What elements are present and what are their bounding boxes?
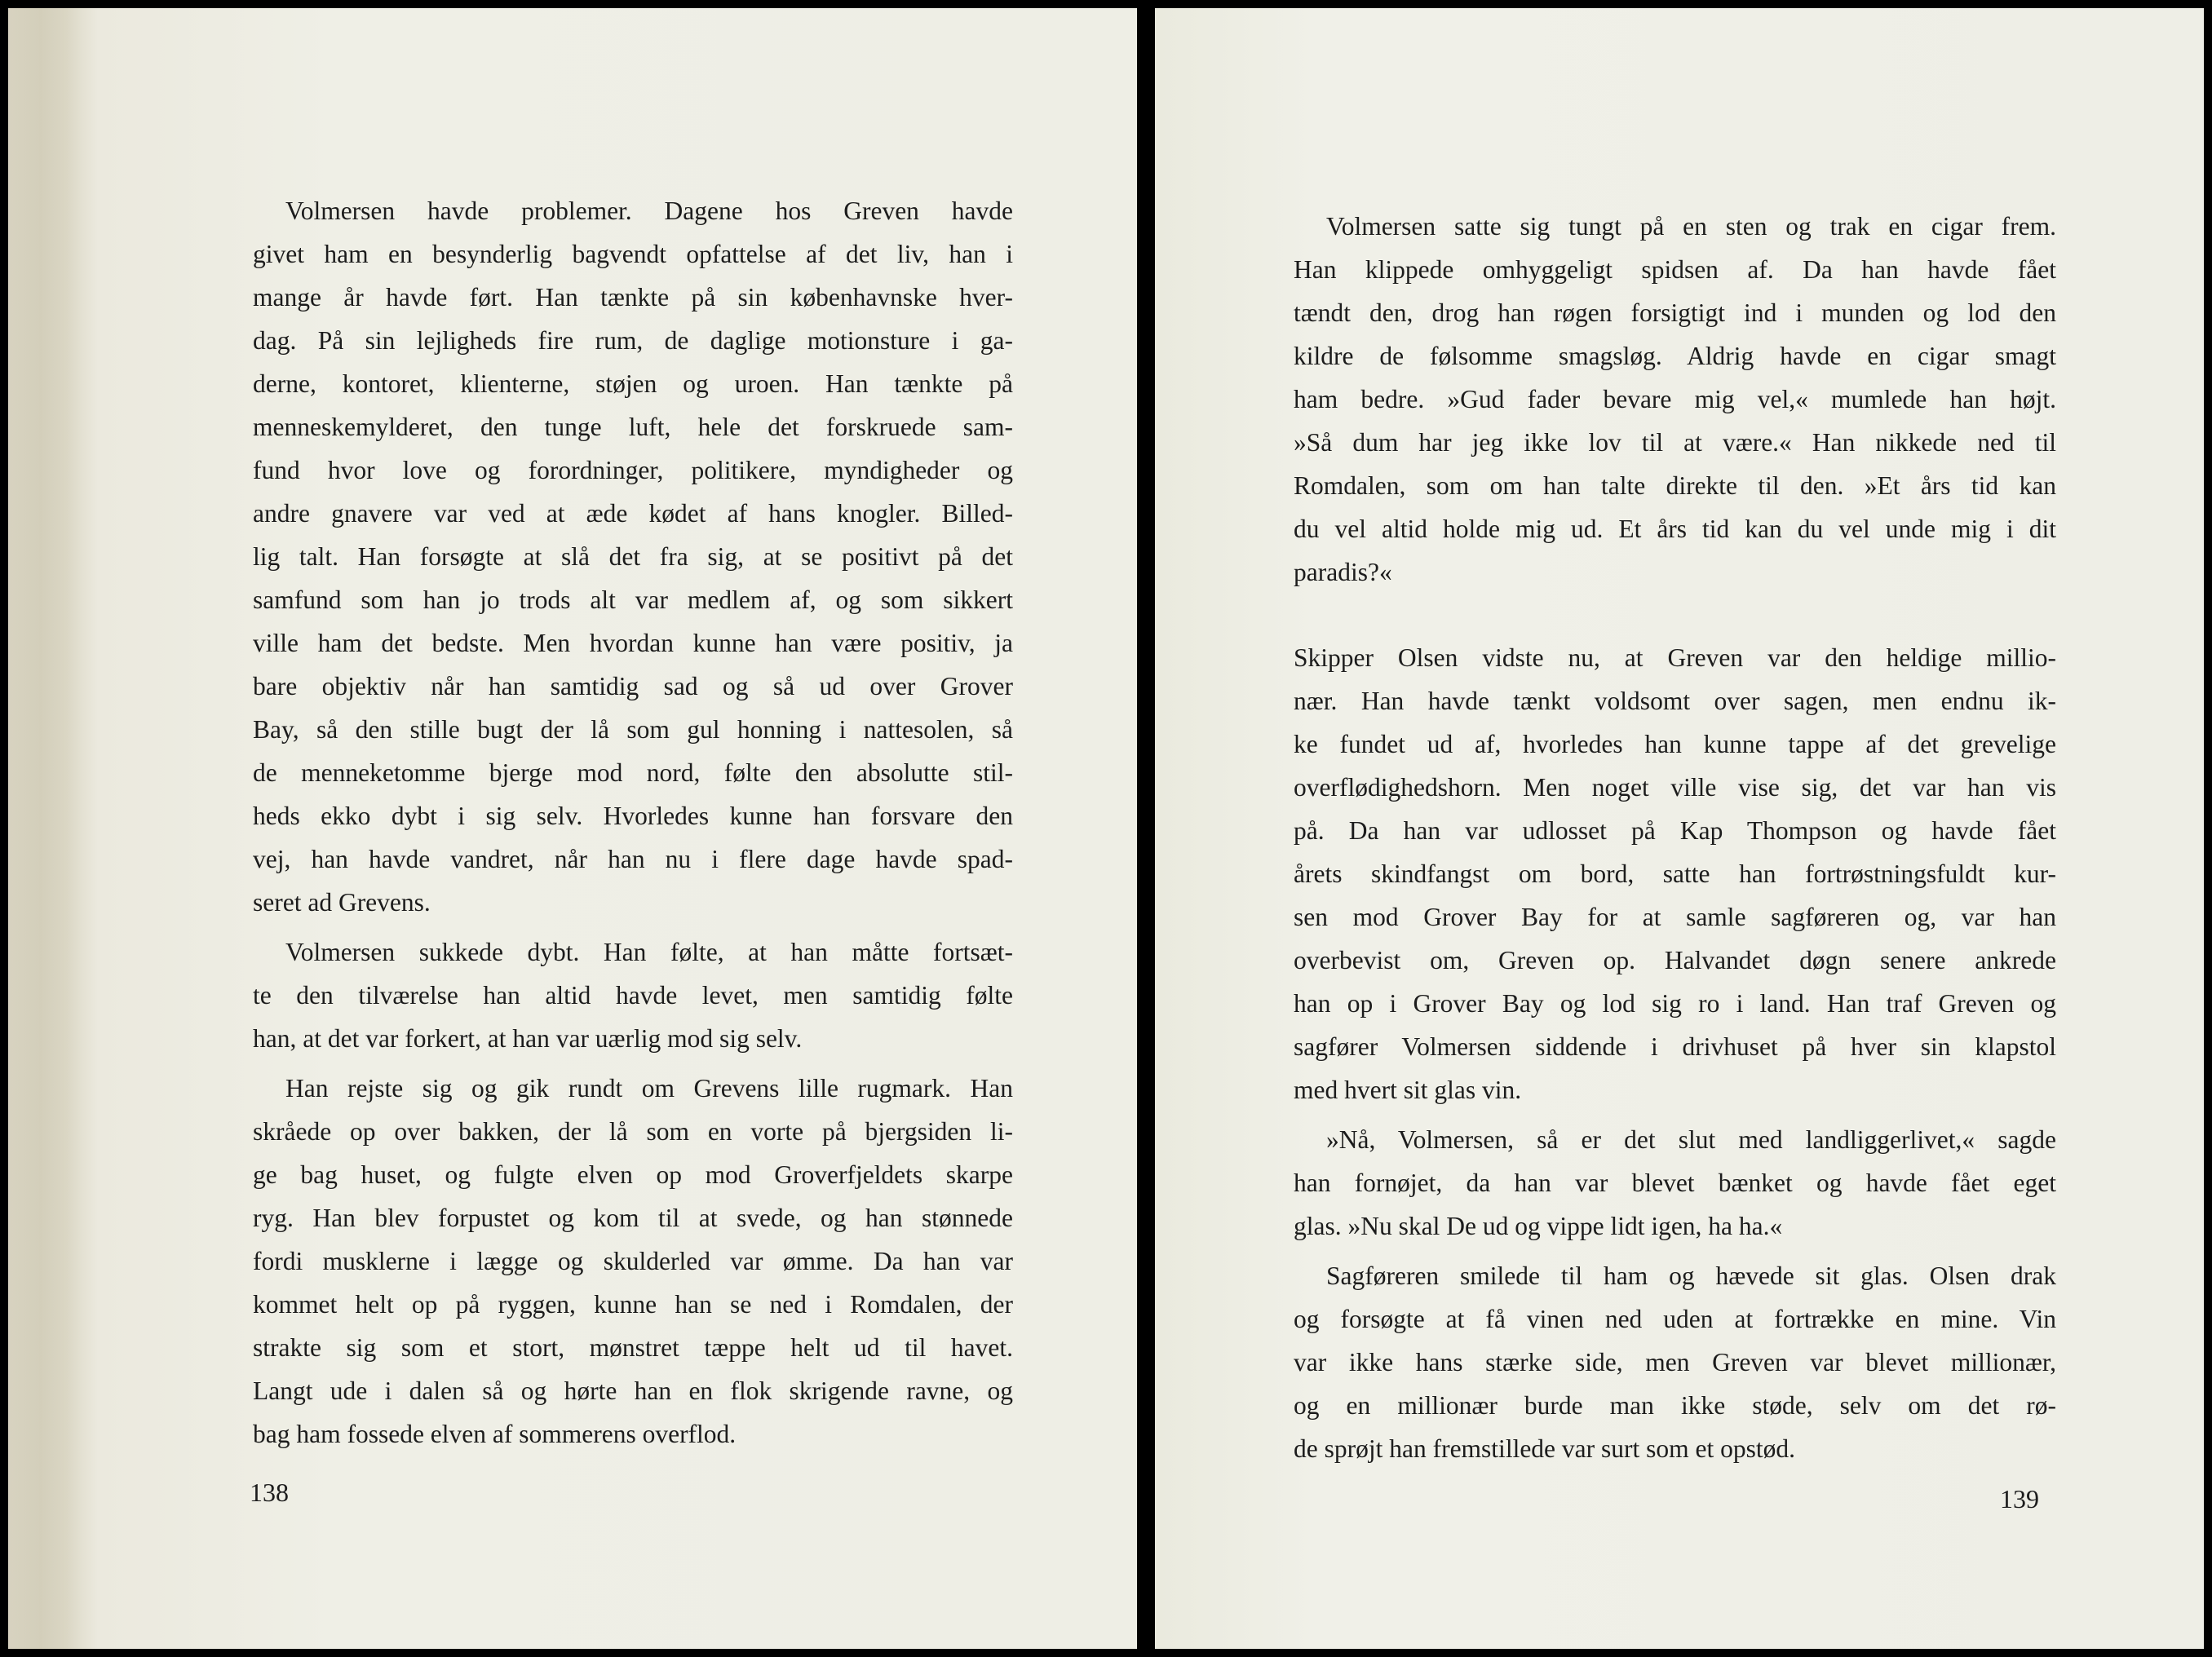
- text-line: fordi musklerne i lægge og skulderled var ømme. Da han var: [253, 1247, 1013, 1275]
- text-line: paradis?«: [1294, 558, 1392, 586]
- text-line: mange år havde ført. Han tænkte på sin københavnske hver-: [253, 283, 1013, 312]
- paragraph: [253, 1067, 1013, 1456]
- right-page: [1155, 8, 2204, 1649]
- text-line: Romdalen, som om han talte direkte til den. »Et års tid kan: [1294, 471, 2056, 500]
- text-line: samfund som han jo trods alt var medlem af, og som sikkert: [253, 585, 1013, 614]
- paragraph: [253, 930, 1013, 1060]
- paragraph: [253, 189, 1013, 924]
- text-line: bag ham fossede elven af sommerens overflod.: [253, 1420, 737, 1448]
- text-line: på. Da han var udlosset på Kap Thompson og havde fået: [1294, 816, 2056, 845]
- text-line: overflødighedshorn. Men noget ville vise sig, det var han vis: [1294, 773, 2056, 802]
- right-page-text: [1294, 205, 2056, 1470]
- text-line: Han rejste sig og gik rundt om Grevens lille rugmark. Han: [285, 1074, 1013, 1102]
- text-line: Volmersen sukkede dybt. Han følte, at han måtte fortsæt-: [285, 938, 1013, 966]
- text-line: kommet helt op på ryggen, kunne han se ned i Romdalen, der: [253, 1290, 1013, 1319]
- text-line: skråede op over bakken, der lå som en vorte på bjergsiden li-: [253, 1117, 1013, 1146]
- text-line: han op i Grover Bay og lod sig ro i land. Han traf Greven og: [1294, 989, 2056, 1018]
- text-line: dag. På sin lejligheds fire rum, de daglige motionsture i ga-: [253, 326, 1013, 355]
- text-line: Han klippede omhyggeligt spidsen af. Da han havde fået: [1294, 255, 2056, 284]
- text-line: med hvert sit glas vin.: [1294, 1076, 1522, 1104]
- text-line: ryg. Han blev forpustet og kom til at svede, og han stønnede: [253, 1204, 1013, 1232]
- text-line: de menneketomme bjerge mod nord, følte den absolutte stil-: [253, 758, 1013, 787]
- text-line: vej, han havde vandret, når han nu i flere dage havde spad-: [253, 845, 1013, 873]
- text-line: strakte sig som et stort, mønstret tæppe helt ud til havet.: [253, 1333, 1013, 1362]
- text-line: og en millionær burde man ikke støde, selv om det rø-: [1294, 1391, 2056, 1420]
- text-line: var ikke hans stærke side, men Greven var blevet millionær,: [1294, 1348, 2056, 1376]
- text-line: kildre de følsomme smagsløg. Aldrig havde en cigar smagt: [1294, 342, 2056, 370]
- page-number: 138: [250, 1478, 289, 1507]
- text-line: tændt den, drog han røgen forsigtigt ind i munden og lod den: [1294, 298, 2056, 327]
- text-line: Volmersen satte sig tungt på en sten og trak en cigar frem.: [1326, 212, 2056, 241]
- text-line: derne, kontoret, klienterne, støjen og uroen. Han tænkte på: [253, 369, 1013, 398]
- text-line: sen mod Grover Bay for at samle sagføreren og, var han: [1294, 903, 2056, 931]
- page-number: 139: [2000, 1484, 2039, 1513]
- paragraph: [1294, 1118, 2056, 1248]
- text-line: Bay, så den stille bugt der lå som gul honning i nattesolen, så: [253, 715, 1013, 744]
- paragraph: [1294, 636, 2056, 1111]
- text-line: Volmersen havde problemer. Dagene hos Greven havde: [285, 197, 1013, 225]
- paragraph: [1294, 1254, 2056, 1470]
- text-line: ge bag huset, og fulgte elven op mod Groverfjeldets skarpe: [253, 1160, 1013, 1189]
- text-line: givet ham en besynderlig bagvendt opfattelse af det liv, han i: [253, 240, 1013, 268]
- text-line: ham bedre. »Gud fader bevare mig vel,« mumlede han højt.: [1294, 385, 2056, 413]
- text-line: de sprøjt han fremstillede var surt som et opstød.: [1294, 1434, 1796, 1463]
- text-line: nær. Han havde tænkt voldsomt over sagen, men endnu ik-: [1294, 687, 2056, 715]
- text-line: seret ad Grevens.: [253, 888, 431, 917]
- text-line: han, at det var forkert, at han var uærlig mod sig selv.: [253, 1024, 803, 1053]
- paragraph: [1294, 205, 2056, 594]
- text-line: heds ekko dybt i sig selv. Hvorledes kunne han forsvare den: [253, 802, 1013, 830]
- text-line: bare objektiv når han samtidig sad og så ud over Grover: [253, 672, 1013, 700]
- text-line: du vel altid holde mig ud. Et års tid kan du vel unde mig i dit: [1294, 515, 2056, 543]
- text-line: Skipper Olsen vidste nu, at Greven var den heldige millio-: [1294, 643, 2056, 672]
- text-line: årets skindfangst om bord, satte han fortrøstningsfuldt kur-: [1294, 859, 2056, 888]
- text-line: ville ham det bedste. Men hvordan kunne han være positiv, ja: [253, 629, 1013, 657]
- text-line: Sagføreren smilede til ham og hævede sit glas. Olsen drak: [1326, 1262, 2056, 1290]
- text-line: menneskemylderet, den tunge luft, hele det forskruede sam-: [253, 413, 1013, 441]
- text-line: andre gnavere var ved at æde kødet af hans knogler. Billed-: [253, 499, 1013, 528]
- text-line: te den tilværelse han altid havde levet, men samtidig følte: [253, 981, 1013, 1010]
- text-line: Langt ude i dalen så og hørte han en flok skrigende ravne, og: [253, 1376, 1013, 1405]
- text-line: ke fundet ud af, hvorledes han kunne tappe af det grevelige: [1294, 730, 2056, 758]
- text-line: »Nå, Volmersen, så er det slut med landliggerlivet,« sagde: [1326, 1125, 2056, 1154]
- text-line: han fornøjet, da han var blevet bænket og havde fået eget: [1294, 1169, 2056, 1197]
- left-page: [8, 8, 1137, 1649]
- text-line: lig talt. Han forsøgte at slå det fra sig, at se positivt på det: [253, 542, 1013, 571]
- text-line: overbevist om, Greven op. Halvandet døgn senere ankrede: [1294, 946, 2056, 974]
- text-line: og forsøgte at få vinen ned uden at fortrække en mine. Vin: [1294, 1305, 2056, 1333]
- spine-shadow: [8, 8, 82, 1649]
- text-line: »Så dum har jeg ikke lov til at være.« Han nikkede ned til: [1294, 428, 2056, 457]
- left-page-text: [253, 189, 1013, 1456]
- text-line: glas. »Nu skal De ud og vippe lidt igen, ha ha.«: [1294, 1212, 1783, 1240]
- text-line: fund hvor love og forordninger, politikere, myndigheder og: [253, 456, 1013, 484]
- text-line: sagfører Volmersen siddende i drivhuset på hver sin klapstol: [1294, 1032, 2056, 1061]
